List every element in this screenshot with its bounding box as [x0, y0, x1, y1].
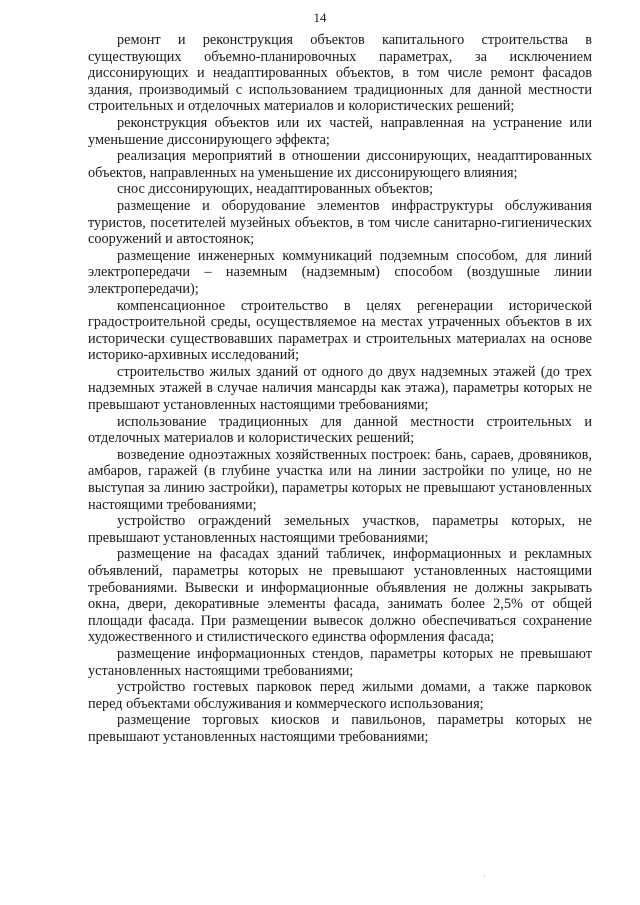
- paragraph: размещение и оборудование элементов инфраструктуры обслуживания туристов, посетителей музейных объектов, в том числе санитарно-гигиенических сооружений и автостоянок;: [88, 197, 592, 248]
- paragraph: возведение одноэтажных хозяйственных построек: бань, сараев, дровяников, амбаров, гаражей (в глубине участка или на линии застройки по улице, но не выступая за линию застройки), параметры которых не превышают установленных настоящими требованиями;: [88, 446, 592, 513]
- document-body: [88, 32, 592, 746]
- paragraph: реконструкция объектов или их частей, направленная на устранение или уменьшение диссонирующего эффекта;: [88, 114, 592, 148]
- paragraph: размещение информационных стендов, параметры которых не превышают установленных настоящими требованиями;: [88, 645, 592, 679]
- paragraph: использование традиционных для данной местности строительных и отделочных материалов и колористических решений;: [88, 413, 592, 447]
- paragraph: устройство гостевых парковок перед жилыми домами, а также парковок перед объектами обслуживания и коммерческого использования;: [88, 679, 592, 712]
- paragraph: размещение инженерных коммуникаций подземным способом, для линий электропередачи – наземным (надземным) способом (воздушные линии электропередачи);: [88, 247, 592, 297]
- paragraph: размещение на фасадах зданий табличек, информационных и рекламных объявлений, параметры которых не превышают установленных настоящими требованиями. Вывески и информационные объявления не должны закрывать окна, двери, декоративные элементы фасада, занимать более 2,5% от общей площади фасада. При размещении вывесок должно обеспечиваться сохранение художественного и стилистического единства оформления фасада;: [88, 546, 592, 646]
- page-number: 14: [313, 10, 327, 25]
- paragraph: ремонт и реконструкция объектов капитального строительства в существующих объемно-планировочных параметрах, за исключением диссонирующих и неадаптированных объектов, в том числе ремонт фасадов здания, производимый с использованием традиционных для данной местности строительных и отделочных материалов и колористических решений;: [88, 32, 592, 115]
- scan-mark: ': [484, 874, 486, 883]
- paragraph: устройство ограждений земельных участков, параметры которых, не превышают установленных настоящими требованиями;: [88, 513, 592, 546]
- paragraph: размещение торговых киосков и павильонов, параметры которых не превышают установленных настоящими требованиями;: [88, 712, 592, 745]
- paragraph: снос диссонирующих, неадаптированных объектов;: [117, 181, 434, 198]
- paragraph: строительство жилых зданий от одного до двух надземных этажей (до трех надземных этажей в случае наличия мансарды как этажа), параметры которых не превышают установленных настоящими требованиями;: [88, 363, 592, 414]
- paragraph: компенсационное строительство в целях регенерации исторической градостроительной среды, осуществляемое на местах утраченных объектов в их исторически существовавших параметрах и строительных материалах на основе историко-архивных исследований;: [88, 297, 592, 364]
- paragraph: реализация мероприятий в отношении диссонирующих, неадаптированных объектов, направленных на уменьшение их диссонирующего влияния;: [88, 148, 592, 181]
